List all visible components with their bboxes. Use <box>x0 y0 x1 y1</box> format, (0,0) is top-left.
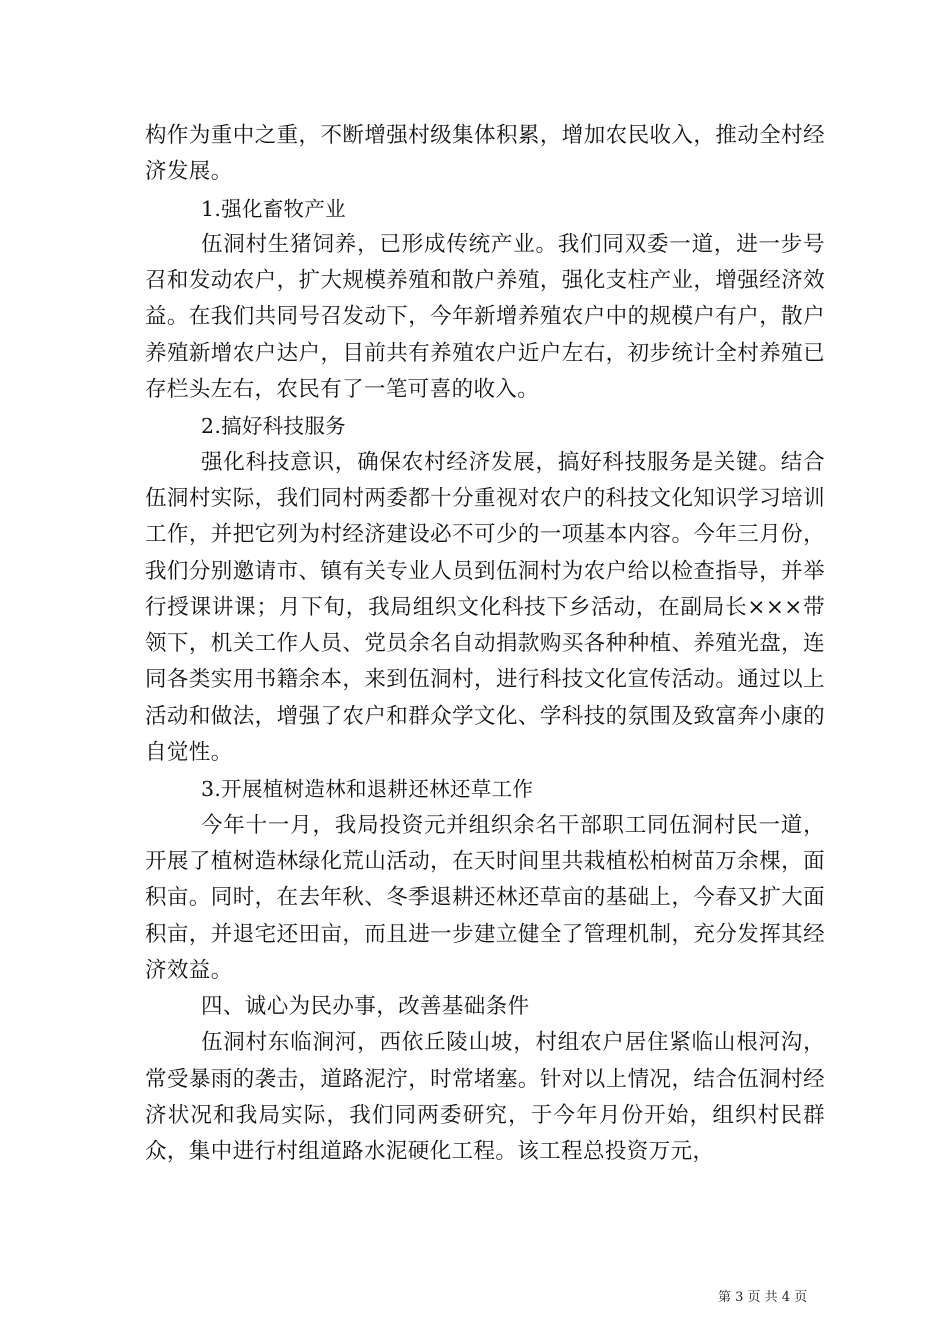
section-heading-tech-service: 2.搞好科技服务 <box>201 414 346 439</box>
document-body <box>145 118 825 1171</box>
paragraph-tech-service: 强化科技意识，确保农村经济发展，搞好科技服务是关键。结合伍洞村实际，我们同村两委都十分重视对农户的科技文化知识学习培训工作，并把它列为村经济建设必不可少的一项基本内容。今年三月份，我们分别邀请市、镇有关专业人员到伍洞村为农户给以检查指导，并举行授课讲课；月下旬，我局组织文化科技下乡活动，在副局长×××带领下，机关工作人员、党员余名自动捐款购买各种种植、养殖光盘，连同各类实用书籍余本，来到伍洞村，进行科技文化宣传活动。通过以上活动和做法，增强了农户和群众学文化、学科技的氛围及致富奔小康的自觉性。 <box>145 449 825 766</box>
paragraph-infrastructure: 伍洞村东临涧河，西依丘陵山坡，村组农户居住紧临山根河沟，常受暴雨的袭击，道路泥泞，时常堵塞。针对以上情况，结合伍洞村经济状况和我局实际，我们同两委研究，于今年月份开始，组织村民群众，集中进行村组道路水泥硬化工程。该工程总投资万元， <box>145 1030 825 1165</box>
paragraph-afforestation: 今年十一月，我局投资元并组织余名干部职工同伍洞村民一道，开展了植树造林绿化荒山活动，在天时间里共栽植松柏树苗万余棵，面积亩。同时，在去年秋、冬季退耕还林还草亩的基础上，今春又扩大面积亩，并退宅还田亩，而且进一步建立健全了管理机制，充分发挥其经济效益。 <box>145 812 825 983</box>
paragraph-livestock: 伍洞村生猪饲养，已形成传统产业。我们同双委一道，进一步号召和发动农户，扩大规模养殖和散户养殖，强化支柱产业，增强经济效益。在我们共同号召发动下，今年新增养殖农户中的规模户有户，散户养殖新增农户达户，目前共有养殖农户近户左右，初步统计全村养殖已存栏头左右，农民有了一笔可喜的收入。 <box>145 231 825 403</box>
section-heading-part-four: 四、诚心为民办事，改善基础条件 <box>201 994 530 1020</box>
section-heading-livestock: 1.强化畜牧产业 <box>201 196 346 221</box>
page-number-footer: 第 3 页 共 4 页 <box>718 1290 808 1305</box>
paragraph-continuation: 构作为重中之重，不断增强村级集体积累，增加农民收入，推动全村经济发展。 <box>145 123 825 185</box>
section-heading-afforestation: 3.开展植树造林和退耕还林还草工作 <box>201 777 534 802</box>
